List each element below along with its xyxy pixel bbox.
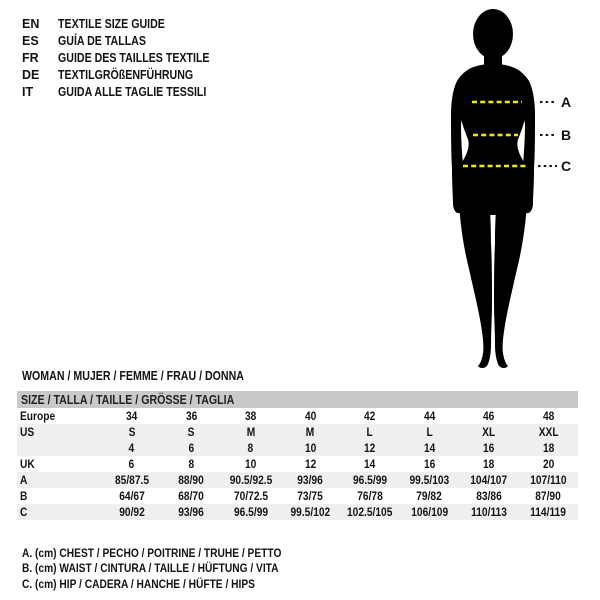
table-cell [221, 489, 281, 503]
table-cell [519, 409, 579, 423]
table-cell [102, 457, 162, 471]
table-cell [281, 489, 341, 503]
table-cell [102, 505, 162, 519]
language-code: ES [22, 33, 39, 48]
table-cell [221, 473, 281, 487]
cell-text: XL [482, 425, 496, 439]
table-row [17, 424, 578, 440]
table-cell [340, 441, 400, 455]
language-code: EN [22, 16, 40, 31]
language-title: GUÍA DE TALLAS [58, 33, 146, 48]
table-title [22, 369, 283, 383]
cell-text: 79/82 [416, 489, 443, 503]
size-table-header-text: SIZE / TALLA / TAILLE / GRÖSSE / TAGLIA [21, 392, 235, 407]
row-label-text: Europe [20, 409, 56, 423]
table-cell [102, 441, 162, 455]
table-cell [459, 425, 519, 439]
table-row-label [17, 457, 102, 471]
language-code: DE [22, 67, 40, 82]
table-row-label [17, 441, 102, 455]
language-guide-list [22, 15, 236, 100]
table-cell [221, 409, 281, 423]
table-cell [221, 505, 281, 519]
table-cell [221, 425, 281, 439]
cell-text: 46 [483, 409, 495, 423]
table-cell [400, 473, 460, 487]
legend-text: C. (cm) HIP / CADERA / HANCHE / HÜFTE / HIPS [22, 576, 255, 591]
table-cell [400, 425, 460, 439]
cell-text: 6 [188, 441, 195, 455]
table-cell [400, 409, 460, 423]
table-cell [459, 505, 519, 519]
language-title: TEXTILE SIZE GUIDE [58, 16, 165, 31]
table-cell [162, 425, 222, 439]
table-cell [340, 425, 400, 439]
cell-text: 110/113 [470, 505, 507, 519]
table-cell [281, 441, 341, 455]
cell-text: 44 [423, 409, 435, 423]
row-label-text: US [20, 425, 35, 439]
cell-text: 34 [126, 409, 138, 423]
measure-label-b: B [561, 127, 572, 143]
cell-text: 68/70 [178, 489, 205, 503]
language-code: FR [22, 50, 39, 65]
table-row [17, 504, 578, 520]
table-cell [459, 457, 519, 471]
table-row [17, 472, 578, 488]
cell-text: 64/67 [118, 489, 145, 503]
cell-text: 36 [185, 409, 197, 423]
cell-text: 99.5/103 [409, 473, 450, 487]
cell-text: 96.5/99 [233, 505, 268, 519]
table-cell [102, 473, 162, 487]
table-cell [281, 409, 341, 423]
table-cell [162, 473, 222, 487]
table-cell [340, 505, 400, 519]
language-guide-item [22, 83, 236, 100]
table-cell [162, 441, 222, 455]
table-cell [340, 409, 400, 423]
cell-text: 90.5/92.5 [229, 473, 273, 487]
cell-text: XXL [538, 425, 559, 439]
language-title: TEXTILGRÖßENFÜHRUNG [58, 67, 194, 82]
cell-text: 16 [423, 457, 435, 471]
table-cell [340, 489, 400, 503]
cell-text: 20 [542, 457, 554, 471]
table-cell [519, 489, 579, 503]
cell-text: 14 [423, 441, 435, 455]
cell-text: 38 [245, 409, 257, 423]
table-cell [400, 457, 460, 471]
size-table-body [17, 408, 578, 520]
cell-text: 8 [188, 457, 195, 471]
table-title-text: WOMAN / MUJER / FEMME / FRAU / DONNA [22, 369, 244, 383]
table-cell [281, 473, 341, 487]
table-cell [102, 409, 162, 423]
row-label-text: A [20, 473, 28, 487]
table-row [17, 440, 578, 456]
table-row [17, 456, 578, 472]
row-label-text: C [20, 505, 28, 519]
cell-text: L [426, 425, 433, 439]
table-cell [162, 457, 222, 471]
cell-text: 8 [247, 441, 254, 455]
table-row-label [17, 505, 102, 519]
cell-text: 96.5/99 [352, 473, 387, 487]
table-cell [162, 409, 222, 423]
table-cell [281, 425, 341, 439]
table-cell [102, 425, 162, 439]
language-guide-item [22, 49, 236, 66]
language-title: GUIDE DES TAILLES TEXTILE [58, 50, 210, 65]
cell-text: 10 [245, 457, 257, 471]
row-label-text: B [20, 489, 28, 503]
silhouette-right-leg [494, 185, 528, 368]
cell-text: L [366, 425, 373, 439]
table-cell [340, 457, 400, 471]
table-cell [519, 457, 579, 471]
cell-text: 4 [128, 441, 135, 455]
cell-text: M [246, 425, 255, 439]
size-table-header [17, 391, 578, 408]
cell-text: 14 [364, 457, 376, 471]
table-cell [221, 457, 281, 471]
cell-text: 107/110 [530, 473, 567, 487]
cell-text: 102.5/105 [347, 505, 393, 519]
table-cell [459, 409, 519, 423]
cell-text: S [128, 425, 136, 439]
table-row-label [17, 425, 102, 439]
cell-text: 106/109 [410, 505, 448, 519]
table-row [17, 408, 578, 424]
cell-text: 70/72.5 [233, 489, 268, 503]
cell-text: 40 [304, 409, 316, 423]
cell-text: 18 [483, 457, 495, 471]
table-row-label [17, 409, 102, 423]
measure-label-a: A [561, 94, 572, 110]
table-cell [459, 473, 519, 487]
cell-text: 76/78 [356, 489, 383, 503]
cell-text: 10 [304, 441, 316, 455]
woman-silhouette-figure [437, 7, 600, 369]
cell-text: 99.5/102 [290, 505, 331, 519]
cell-text: 12 [304, 457, 316, 471]
cell-text: 104/107 [470, 473, 508, 487]
table-cell [221, 441, 281, 455]
table-cell [459, 441, 519, 455]
cell-text: 16 [483, 441, 495, 455]
legend-item [22, 545, 327, 561]
table-cell [519, 425, 579, 439]
table-cell [459, 489, 519, 503]
cell-text: M [306, 425, 315, 439]
silhouette-left-leg [458, 185, 492, 368]
table-cell [400, 489, 460, 503]
cell-text: 88/90 [178, 473, 205, 487]
table-cell [102, 489, 162, 503]
table-cell [162, 489, 222, 503]
legend-item [22, 576, 327, 592]
cell-text: 87/90 [535, 489, 562, 503]
table-cell [162, 505, 222, 519]
language-guide-item [22, 66, 236, 83]
measurement-legend [22, 545, 327, 592]
table-cell [519, 441, 579, 455]
cell-text: 83/86 [475, 489, 502, 503]
row-label-text: UK [20, 457, 35, 471]
cell-text: S [187, 425, 195, 439]
cell-text: 90/92 [118, 505, 145, 519]
cell-text: 93/96 [178, 505, 205, 519]
table-cell [519, 505, 579, 519]
cell-text: 42 [364, 409, 376, 423]
cell-text: 73/75 [297, 489, 324, 503]
language-title: GUIDA ALLE TAGLIE TESSILI [58, 84, 207, 99]
table-cell [400, 505, 460, 519]
table-cell [340, 473, 400, 487]
measure-label-c: C [561, 158, 572, 174]
table-cell [519, 473, 579, 487]
legend-item [22, 561, 327, 577]
size-table [17, 391, 578, 520]
table-row [17, 488, 578, 504]
legend-text: B. (cm) WAIST / CINTURA / TAILLE / HÜFTUNG / VITA [22, 561, 279, 576]
table-cell [400, 441, 460, 455]
cell-text: 6 [128, 457, 135, 471]
cell-text: 114/119 [530, 505, 567, 519]
table-row-label [17, 489, 102, 503]
language-guide-item [22, 15, 236, 32]
table-row-label [17, 473, 102, 487]
language-guide-item [22, 32, 236, 49]
table-cell [281, 457, 341, 471]
cell-text: 12 [364, 441, 376, 455]
cell-text: 18 [542, 441, 554, 455]
legend-text: A. (cm) CHEST / PECHO / POITRINE / TRUHE / PETTO [22, 545, 282, 560]
cell-text: 85/87.5 [114, 473, 149, 487]
cell-text: 93/96 [297, 473, 324, 487]
table-cell [281, 505, 341, 519]
cell-text: 48 [542, 409, 554, 423]
language-code: IT [22, 84, 34, 99]
